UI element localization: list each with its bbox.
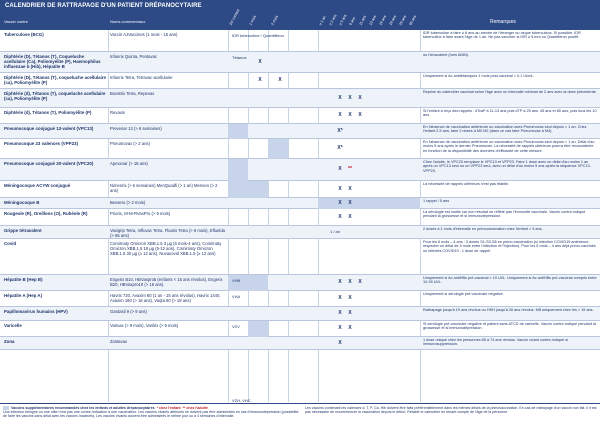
table-row <box>0 239 600 275</box>
vaccine-name: Varicelle <box>4 323 22 328</box>
footer-left <box>3 406 303 419</box>
vaccine-name: Pneumocoque conjugué 20-valent (VPC20) <box>4 161 94 166</box>
product-names: Havrix 720, Avaxim 80 (1 an - 15 ans révolus), Havrix 1440, Avaxim 160 (> 16 ans), Vaqta 50 (> 18 ans) <box>110 293 221 303</box>
product-names: Nimenrix (> 6 semaines) MenQuadfi (> 1 an) Menveo (> 2 ans) <box>110 183 218 193</box>
shaded-cell <box>268 139 288 159</box>
product-names: Zostavax <box>110 339 127 344</box>
table-row <box>0 108 600 124</box>
shaded-cell <box>228 124 248 139</box>
row-remark: IDR tuberculine à faire ≥ 6 ans au arrivée de l'étranger ou risque tuberculeux. Si possible, IDR tuberculine à faire avant l'âge de 1 an. Ne pas vacciner si IDR ≥ 5 mm ou Quantiféron positif. <box>423 31 581 40</box>
row-remark: Si sérologie pré-vaccinale négative et patient sans ATCD de varicelle. Vaccin contre-indiqué pendant la grossesse et si immunodépression. <box>423 322 596 331</box>
row-remark: La nécessité de rappels ultérieurs n'est pas établie. <box>423 182 510 186</box>
footer-tags: VZH, VHC <box>232 398 251 403</box>
schedule-mark: X <box>348 310 352 316</box>
schedule-mark: X <box>338 199 342 206</box>
schedule-mark: X* <box>337 127 343 134</box>
schedule-mark: X <box>348 325 352 331</box>
schedule-mark: X <box>348 94 352 101</box>
schedule-mark: ** <box>348 166 352 172</box>
legend-shade-text: Vaccins supplémentaires recommandés chez les enfants et adultes drépanocytaires <box>11 406 155 410</box>
schedule-mark: X <box>348 213 352 220</box>
row-remark: Si l'enfant a reçu des rappels : dTcaP à 11-13 ans puis dTP à 25 ans, 45 ans et 65 ans, puis tous les 10 ans. <box>423 109 597 118</box>
schedule-mark: X <box>358 94 362 101</box>
row-tag: IDR tuberculine / Quantiféron <box>232 33 284 38</box>
product-names: Boostrix Tetra, Repevax <box>110 91 155 96</box>
table-row <box>0 307 600 321</box>
vaccine-name: Grippe tétravalent <box>4 228 42 233</box>
product-names: Apexxnar (> 18 ans) <box>110 161 148 166</box>
footer-note-right: Les vaccins contenant les valences d, T, P, Ca, Hib doivent être faits préférentiellement dans les mêmes délais de la primovaccination. En cas de rattrapage d'un vaccin non fait, il n'est pas nécessaire de recommencer la vaccination depuis le début. Rétablir le calendrier en tenant compte de l'âge de la personne. <box>305 406 597 415</box>
row-remark: La sérologie est inutile car non résultat ne reflète pas l'immunité vaccinale. Vaccin contre-indiqué pendant la grossesse et si immunodépression. <box>423 210 586 219</box>
header-interval-1: 1 mois <box>248 14 257 26</box>
vaccine-name: Diphtérie (D), Tétanos (T), coqueluche acellulaire (ca), Poliomyélite (P) <box>4 75 106 86</box>
product-names: Vaxigrip Tetra, Influvac Tetra, Fluarix Tetra (> 6 mois), Efluelda (> 65 ans) <box>110 228 226 238</box>
schedule-mark: X <box>338 112 342 118</box>
table-row <box>0 52 600 73</box>
table-row <box>0 209 600 226</box>
header-age-col: 11 ans <box>358 14 367 26</box>
footer-note-left: Une infection bénigne ou une otite n'est pas une contre-indication à une vaccination. Les vaccins vivants atténués ne doivent pas être administrés en cas d'immunodépression (possibilité de faire les vaccins sans délai avec les vaccins inactivés). Les vaccins vivants doivent être administrés le même jour ou à 4 semaines d'intervalle. <box>3 410 299 419</box>
row-tag: VHB <box>232 278 241 283</box>
schedule-mark: X <box>338 339 342 346</box>
product-names: Prevenar 13 (> 6 semaines) <box>110 126 162 131</box>
vaccine-name: Hépatite B (Hep B) <box>4 277 43 282</box>
product-names: Bexsero (> 2 mois) <box>110 200 146 205</box>
row-remark: En l'absence de vaccination antérieure ou vaccination avec Pneumovax seul depuis > 1 an. Chez l'enfant 2-5 ans, faire 2 doses à M0 M2 (dans ce cas faire Pneumovax à M4). <box>423 125 587 134</box>
header-interval-2: 2 mois <box>270 14 279 26</box>
schedule-mark: X <box>338 295 342 301</box>
row-tag: Tétanos <box>232 55 247 60</box>
table-row <box>0 89 600 108</box>
header-age-col: 13 ans <box>368 14 378 26</box>
row-tag: VZV <box>232 324 240 329</box>
vaccine-name: Diphtérie (d), Tétanos (T), coqueluche acellulaire (ca), Poliomyélite (P) <box>4 91 106 102</box>
table-row <box>0 124 600 139</box>
schedule-mark: X <box>338 213 342 220</box>
schedule-mark: X <box>358 279 362 285</box>
row-remark: En l'absence de vaccination antérieure ou vaccination avec Pneumovax seul depuis > 1 an. Délai d'au moins 5 ans après le dernier Pneumovax. La nécessité de rappels ultérieurs pourra être reconsidérée en fonction de la disponibilité des données d'efficacité de cette mesure. <box>423 140 595 153</box>
header-first-contact: 1er contact <box>228 8 241 26</box>
header-vaccine: Vaccin contre <box>4 19 28 24</box>
row-remark: 1 dose unique chez les personnes 65 à 74 ans révolus. Vaccin vivant contre-indiqué si immunosuppression. <box>423 338 568 347</box>
row-remark: Uniquement si sérologie pré-vaccinale négative. <box>423 292 504 296</box>
product-names: Vaccin AJVaccines (1 mois - 15 ans) <box>110 32 178 37</box>
header-age-col: ≥ 1 an <box>318 15 327 26</box>
schedule-mark: X <box>348 185 352 192</box>
row-remark: Pour les 6 mois – 4 ans : 3 doses S1-S3-S8 en primo-vaccination (si infection COVID19 antérieure, respecter un délai de 3 mois entre l'infection et l'injection). Pour les 5 mois – 4 ans déjà primo-vaccinés ou infectés COVID19 : 1 dose de rappel. <box>423 240 596 253</box>
shaded-cell <box>228 159 248 181</box>
row-tag: 1 / an <box>330 229 341 234</box>
table-row <box>0 198 600 209</box>
table-row <box>0 291 600 307</box>
schedule-mark: X <box>348 112 352 118</box>
row-remark: 1 rappel / 5 ans <box>423 199 450 203</box>
schedule-mark: X <box>258 58 262 65</box>
legend-star-adult: ** chez l'adulte <box>182 406 208 410</box>
vaccine-name: Diphtérie (D), Tétanos (T), Coqueluche acellulaire (Ca), Poliomyélite (P), Haemophilus influenzae b (Hib), Hépatite B <box>4 54 101 70</box>
row-remark: Rattrapage jusqu'à 19 ans révolus ou HSH jusqu'à 26 ans révolus. M8 uniquement chez les > 15 ans. <box>423 308 594 312</box>
product-names: Pneumovax (> 2 ans) <box>110 141 150 146</box>
vaccine-name: Méningocoque ACYW conjugué <box>4 183 71 188</box>
header-age-col: ≥ 5 ans <box>338 13 348 26</box>
header-age-col: 25 ans <box>398 14 408 26</box>
table-row <box>0 159 600 181</box>
vaccine-name: Méningocoque B <box>4 200 40 205</box>
schedule-mark: X <box>348 295 352 301</box>
schedule-mark: X <box>358 112 362 118</box>
schedule-mark: X <box>338 325 342 331</box>
footer-right <box>305 406 597 414</box>
schedule-mark: X <box>348 199 352 206</box>
shaded-cell <box>248 321 268 337</box>
table-row <box>0 226 600 239</box>
header-remarks: Remarques <box>490 19 516 25</box>
schedule-mark: X <box>278 77 282 83</box>
product-names: Revaxis <box>110 110 125 115</box>
table-row <box>0 275 600 291</box>
vaccine-name: Covid <box>4 241 17 246</box>
shaded-cell <box>228 181 268 198</box>
legend-star-child: * chez l'enfant <box>156 406 181 410</box>
product-names: Gardasil 9 (> 9 ans) <box>110 309 147 314</box>
header-age-col: ≥ 2 ans <box>328 13 338 26</box>
product-names: Infanrix Tetra, Tetravac-acellulaire <box>110 75 173 80</box>
header-product: Noms commerciaux <box>110 19 146 24</box>
header-age-col: 65 ans <box>408 14 418 26</box>
product-names: Engerix B10, HBVaxpro5 (enfants < 15 ans révolus), Engerix B20, HBVaxpro10 (> 16 ans) <box>110 277 223 287</box>
schedule-mark: X <box>338 185 342 192</box>
schedule-mark: X <box>338 310 342 316</box>
schedule-mark: X <box>258 77 262 83</box>
vaccine-name: Diphtérie (d), Tétanos (T), Poliomyélite (P) <box>4 110 92 115</box>
header-age-col: 18 ans <box>388 14 398 26</box>
product-names: Infanrix Quinta, Pentavac <box>110 54 158 59</box>
schedule-mark: X <box>348 279 352 285</box>
vaccine-name: Pneumocoque 23 valences (VPP23) <box>4 141 78 146</box>
footer <box>0 403 600 427</box>
page-title: CALENDRIER DE RATTRAPAGE D'UN PATIENT DRÉPANOCYTAIRE <box>0 0 600 12</box>
vaccine-name: Zona <box>4 339 15 344</box>
row-remark: ou Hexavalent (hors AMM). <box>423 53 470 57</box>
schedule-mark: X* <box>337 145 343 151</box>
row-remark: Uniquement si Ac antitétaniques 1 mois post-vaccinal < 0,1 UI/mL. <box>423 74 535 78</box>
table-row <box>0 181 600 198</box>
table-row <box>0 337 600 350</box>
product-names: Comirnaty Omicron XBB.1.5 3 µg (6 mois-4 ans), Comirnaty Omicron XBB.1.5 10 µg (5-12 ans), Comirnaty Omicron XBB.1.5 30 µg (≥ 12 ans), Nuvaxovid XBB.1.5 (≥ 12 ans) <box>110 241 222 256</box>
table-row <box>0 30 600 52</box>
table-row <box>0 73 600 89</box>
table-row <box>0 139 600 159</box>
row-tag: VHA <box>232 294 241 299</box>
vaccine-name: Papillomavirus humains (HPV) <box>4 309 68 314</box>
row-remark: 2 doses à 1 mois d'intervalle en primovaccination chez l'enfant > 9 ans. <box>423 227 543 231</box>
schedule-mark: X <box>338 94 342 101</box>
vaccine-name: Pneumocoque conjugué 13-valent (VPC13) <box>4 126 94 131</box>
product-names: Priorix, M-M-RVaxPro (> 9 mois) <box>110 211 171 216</box>
row-remark: Chez l'adulte, le VPC20 remplace le VPC13 et VPP23. Faire 1 dose avec un délai d'au moins 1 an après un VPC13 seul ou un VPP23 seul, avec un délai d'au moins 5 ans après la séquence VPC13-VPP23. <box>423 160 591 173</box>
vaccine-name: Tuberculose (BCG) <box>4 32 44 37</box>
vaccine-name: Hépatite A (Hep A) <box>4 293 43 298</box>
row-remark: Uniquement si Ac antiHBs pré-vaccinal < 10 UI/L. Uniquement si Ac antiHBs pré-vaccinal compris entre 10-99 UI/L. <box>423 276 597 285</box>
row-remark: Reprise du calendrier vaccinal selon l'âge avec un intervalle minimal de 2 ans avec la dose précédente. <box>423 90 597 94</box>
header-age-col: 16 ans <box>378 14 388 26</box>
schedule-mark: X <box>338 279 342 285</box>
shaded-cell <box>318 198 420 209</box>
header-age-col: 6 ans <box>348 16 357 26</box>
vaccine-name: Rougeole (R), Oreillons (O), Rubéole (R) <box>4 211 88 216</box>
table-row <box>0 321 600 337</box>
schedule-mark: X <box>338 166 342 172</box>
product-names: Varivax (> 9 mois), Varilrix (> 9 mois) <box>110 323 179 328</box>
